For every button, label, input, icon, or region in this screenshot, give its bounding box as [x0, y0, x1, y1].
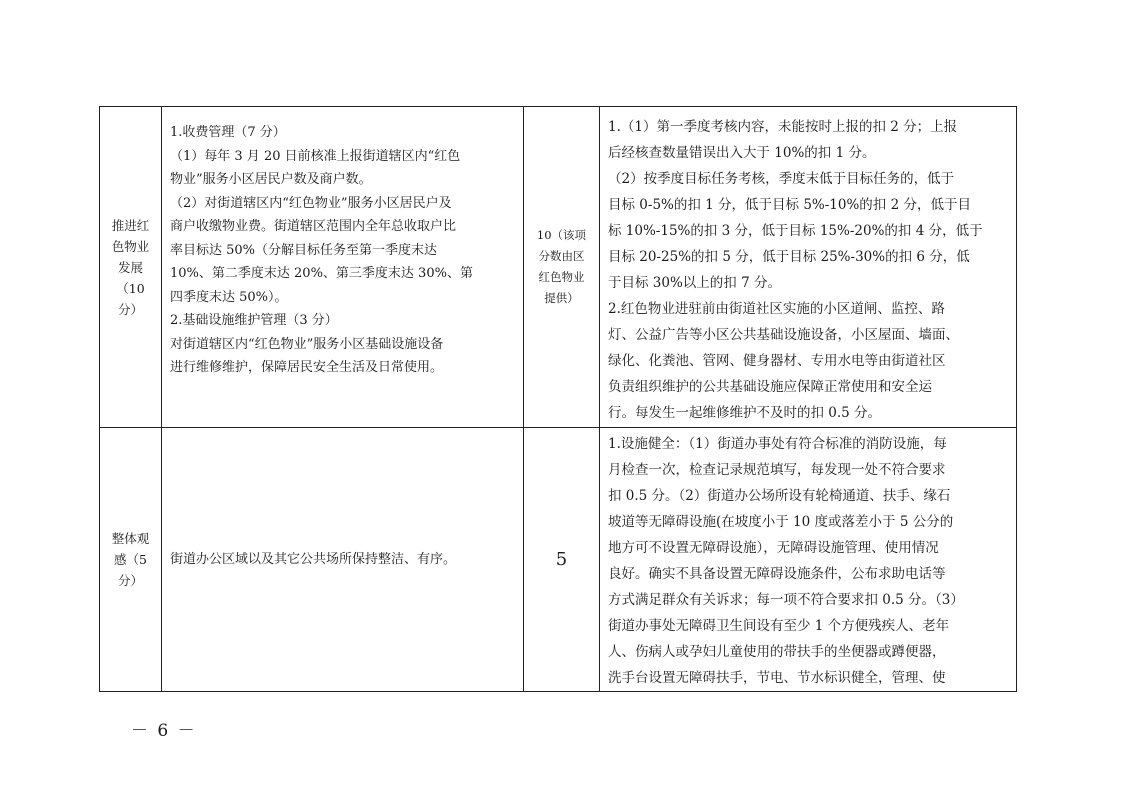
rule-line: 良好。确实不具备设置无障碍设施条件，公布求助电话等	[608, 566, 946, 582]
rule-line: 于目标 30%以上的扣 7 分。	[608, 275, 781, 291]
rule-line: （2）按季度目标任务考核，季度末低于目标任务的，低于	[608, 171, 955, 187]
rule-line: 人、伤病人或孕妇儿童使用的带扶手的坐便器或蹲便器，	[608, 644, 946, 660]
rule-cell	[600, 428, 1017, 692]
category-line: 分）	[117, 301, 143, 317]
table-row	[100, 107, 1017, 428]
rule-line: 洗手台设置无障碍扶手，节电、节水标识健全，管理、使	[608, 670, 946, 686]
category-line: 色物业	[111, 238, 150, 254]
page-number: － 6 －	[131, 721, 197, 741]
standard-line: 四季度末达 50%）。	[170, 289, 288, 305]
standard-line: 率目标达 50%（分解目标任务至第一季度末达	[170, 242, 438, 258]
score-line: 红色物业	[538, 270, 585, 284]
standard-line: 1.收费管理（7 分）	[170, 125, 286, 140]
category-cell	[100, 107, 162, 428]
rule-line: 灯、公益广告等小区公共基础设施设备，小区屋面、墙面、	[608, 327, 959, 343]
rule-line: 目标 20-25%的扣 5 分，低于目标 25%-30%的扣 6 分，低	[608, 249, 970, 265]
category-line: 发展	[117, 259, 143, 275]
rule-line: 后经核查数量错误出入大于 10%的扣 1 分。	[608, 145, 876, 161]
rule-line: 方式满足群众有关诉求；每一项不符合要求扣 0.5 分。（3）	[608, 592, 964, 608]
standard-line: （2）对街道辖区内“红色物业”服务小区居民户及	[170, 195, 452, 211]
category-line: 感（5	[114, 552, 147, 567]
rule-line: 绿化、化粪池、管网、健身器材、专用水电等由街道社区	[608, 353, 946, 369]
rule-line: 扣 0.5 分。（2）街道办公场所设有轮椅通道、扶手、缘石	[608, 488, 951, 504]
standard-cell	[162, 107, 524, 428]
score-line: 10（该项	[536, 228, 587, 242]
score-value: 5	[555, 549, 568, 570]
rule-line: 目标 0-5%的扣 1 分，低于目标 5%-10%的扣 2 分，低于目	[608, 197, 971, 213]
rule-line: 街道办事处无障碍卫生间设有至少 1 个方便残疾人、老年	[608, 618, 950, 634]
rule-line: 行。每发生一起维修维护不及时的扣 0.5 分。	[608, 405, 882, 421]
assessment-table	[99, 106, 1017, 692]
rule-line: 2.红色物业进驻前由街道社区实施的小区道闸、监控、路	[608, 301, 945, 317]
rule-cell	[600, 107, 1017, 428]
standard-line: 2.基础设施维护管理（3 分）	[170, 313, 338, 328]
table-row	[100, 428, 1017, 692]
rule-line: 地方可不设置无障碍设施），无障碍设施管理、使用情况	[608, 540, 939, 556]
rule-line: 月检查一次，检查记录规范填写，每发现一处不符合要求	[608, 462, 946, 478]
standard-line: 对街道辖区内“红色物业”服务小区基础设施设备	[170, 336, 444, 352]
category-line: （10	[116, 280, 145, 296]
standard-line: 10%、第二季度末达 20%、第三季度末达 30%、第	[170, 266, 473, 281]
score-cell	[524, 107, 600, 428]
standard-line: 物业”服务小区居民户数及商户数。	[170, 172, 372, 187]
category-line: 分）	[117, 573, 143, 588]
score-line: 提供）	[544, 291, 579, 305]
standard-line: 商户收缴物业费。街道辖区范围内全年总收取户比	[170, 219, 457, 234]
score-cell	[524, 428, 600, 692]
rule-line: 1.（1）第一季度考核内容，未能按时上报的扣 2 分；上报	[608, 119, 958, 135]
rule-line: 1.设施健全：（1）街道办事处有符合标准的消防设施，每	[608, 436, 947, 452]
rule-line: 坡道等无障碍设施(在坡度小于 10 度或落差小于 5 公分的	[608, 514, 954, 530]
category-line: 整体观	[111, 531, 150, 546]
category-cell	[100, 428, 162, 692]
standard-line: （1）每年 3 月 20 日前核准上报街道辖区内“红色	[170, 148, 461, 164]
score-line: 分数由区	[538, 249, 585, 263]
standard-line: 街道办公区域以及其它公共场所保持整洁、有序。	[170, 551, 457, 567]
rule-line: 标 10%-15%的扣 3 分，低于目标 15%-20%的扣 4 分，低于	[608, 223, 983, 239]
standard-line: 进行维修维护，保障居民安全生活及日常使用。	[170, 360, 444, 375]
category-line: 推进红	[111, 217, 150, 233]
rule-line: 负责组织维护的公共基础设施应保障正常使用和安全运	[608, 379, 932, 395]
standard-cell	[162, 428, 524, 692]
